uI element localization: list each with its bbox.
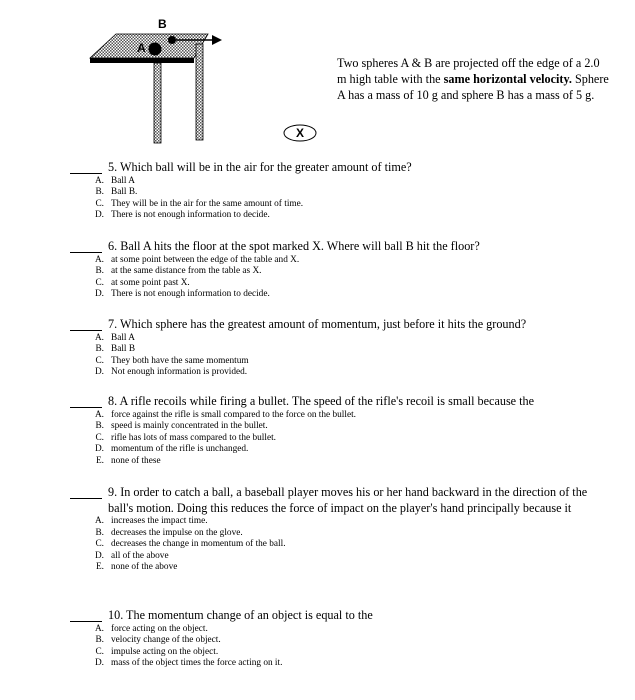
option-8e <box>70 456 615 468</box>
intro-paragraph <box>337 55 612 103</box>
question-10-stem <box>70 608 615 624</box>
option-6c <box>70 278 615 290</box>
option-text: rifle has lots of mass compared to the bullet. <box>111 432 276 443</box>
question-8-stem <box>70 394 615 410</box>
question-8-text: 8. A rifle recoils while firing a bullet. The speed of the rifle's recoil is small because the <box>108 394 535 408</box>
question-5-text: 5. Which ball will be in the air for the greater amount of time? <box>108 160 412 174</box>
option-letter: A. <box>94 332 104 343</box>
sphere-b <box>168 36 176 44</box>
option-letter: D. <box>94 289 104 300</box>
sphere-a-label: A <box>137 41 146 55</box>
option-text: decreases the change in momentum of the ball. <box>111 539 286 550</box>
option-5c <box>70 199 615 211</box>
option-letter: D. <box>94 210 104 221</box>
option-text: none of these <box>111 455 161 466</box>
option-letter: A. <box>94 409 104 420</box>
question-7 <box>70 317 615 379</box>
question-6 <box>70 239 615 301</box>
question-7-stem <box>70 317 615 333</box>
option-letter: B. <box>95 187 104 198</box>
option-letter: E. <box>95 455 104 466</box>
option-5b <box>70 187 615 199</box>
question-5-options <box>70 176 615 222</box>
option-letter: B. <box>95 635 104 646</box>
option-text: at some point past X. <box>111 277 190 288</box>
option-text: There is not enough information to decide. <box>111 210 270 221</box>
option-7c <box>70 356 615 368</box>
answer-blank-9[interactable] <box>70 498 102 499</box>
answer-blank-6[interactable] <box>70 252 102 253</box>
question-9-stem <box>70 485 615 516</box>
option-letter: B. <box>95 421 104 432</box>
option-letter: A. <box>94 175 104 186</box>
option-text: at some point between the edge of the table and X. <box>111 254 300 265</box>
intro-bold-text: same horizontal velocity. <box>443 72 572 86</box>
landing-spot-x-label: X <box>295 126 304 140</box>
option-letter: B. <box>95 527 104 538</box>
table-front-edge <box>90 58 194 63</box>
question-9-options <box>70 516 615 574</box>
intro-text-1: Two spheres A & B are projected off the edge of a 2.0 m high table with the <box>337 56 600 86</box>
option-letter: B. <box>95 344 104 355</box>
option-text: force acting on the object. <box>111 623 208 634</box>
option-text: force against the rifle is small compared to the force on the bullet. <box>111 409 356 420</box>
option-text: Ball A <box>111 332 136 343</box>
option-10a <box>70 624 615 636</box>
option-letter: C. <box>95 539 104 550</box>
question-10-options <box>70 624 615 670</box>
answer-blank-10[interactable] <box>70 621 102 622</box>
option-letter: C. <box>95 646 104 657</box>
option-8d <box>70 444 615 456</box>
option-8b <box>70 421 615 433</box>
answer-blank-5[interactable] <box>70 173 102 174</box>
sphere-b-label: B <box>158 17 167 31</box>
option-text: Not enough information is provided. <box>111 367 248 378</box>
option-text: none of the above <box>111 562 178 573</box>
option-text: They both have the same momentum <box>111 355 249 366</box>
option-6a <box>70 255 615 267</box>
option-9d <box>70 551 615 563</box>
option-letter: B. <box>95 266 104 277</box>
question-5 <box>70 160 615 222</box>
option-7b <box>70 344 615 356</box>
option-9a <box>70 516 615 528</box>
question-9-text: 9. In order to catch a ball, a baseball player moves his or her hand backward in the direction of the ball's motion. Doing this reduces the force of impact on the player's hand principally because it <box>108 485 588 515</box>
table-diagram <box>80 20 320 170</box>
option-text: at the same distance from the table as X. <box>111 266 262 277</box>
option-6b <box>70 266 615 278</box>
option-text: mass of the object times the force acting on it. <box>111 658 283 669</box>
option-letter: C. <box>95 432 104 443</box>
answer-blank-7[interactable] <box>70 330 102 331</box>
question-9 <box>70 485 615 574</box>
option-7d <box>70 367 615 379</box>
question-6-text: 6. Ball A hits the floor at the spot marked X. Where will ball B hit the floor? <box>108 239 480 253</box>
question-10 <box>70 608 615 670</box>
option-text: all of the above <box>111 550 169 561</box>
option-9b <box>70 528 615 540</box>
option-letter: A. <box>94 623 104 634</box>
question-8 <box>70 394 615 467</box>
table-leg-front-left <box>154 63 161 143</box>
option-letter: D. <box>94 658 104 669</box>
option-10c <box>70 647 615 659</box>
table-spheres-figure <box>80 17 320 170</box>
velocity-arrowhead <box>212 35 222 45</box>
question-6-options <box>70 255 615 301</box>
option-text: speed is mainly concentrated in the bullet. <box>111 421 268 432</box>
question-6-stem <box>70 239 615 255</box>
option-letter: E. <box>95 562 104 573</box>
option-9c <box>70 539 615 551</box>
question-7-options <box>70 333 615 379</box>
intro-text-2: Sphere A has a mass of 10 g and sphere B has a mass of 5 g. <box>337 72 609 102</box>
option-8c <box>70 433 615 445</box>
option-text: Ball A <box>111 175 136 186</box>
option-text: Ball B. <box>111 187 138 198</box>
option-letter: C. <box>95 355 104 366</box>
question-5-stem <box>70 160 615 176</box>
table-leg-back-right <box>196 44 203 140</box>
option-letter: D. <box>94 444 104 455</box>
answer-blank-8[interactable] <box>70 407 102 408</box>
tabletop <box>90 34 208 58</box>
option-letter: C. <box>95 277 104 288</box>
question-8-options <box>70 410 615 468</box>
question-7-text: 7. Which sphere has the greatest amount of momentum, just before it hits the ground? <box>108 317 527 331</box>
option-5a <box>70 176 615 188</box>
option-5d <box>70 210 615 222</box>
option-text: impulse acting on the object. <box>111 646 219 657</box>
option-9e <box>70 562 615 574</box>
option-letter: D. <box>94 550 104 561</box>
option-7a <box>70 333 615 345</box>
option-letter: A. <box>94 254 104 265</box>
question-10-text: 10. The momentum change of an object is equal to the <box>108 608 373 622</box>
option-letter: A. <box>94 516 104 526</box>
option-text: velocity change of the object. <box>111 635 221 646</box>
option-letter: D. <box>94 367 104 378</box>
option-8a <box>70 410 615 422</box>
sphere-a <box>149 43 162 56</box>
option-letter: C. <box>95 198 104 209</box>
option-6d <box>70 289 615 301</box>
option-text: increases the impact time. <box>111 516 208 526</box>
option-text: They will be in the air for the same amount of time. <box>111 198 304 209</box>
option-text: Ball B <box>111 344 136 355</box>
option-text: decreases the impulse on the glove. <box>111 527 243 538</box>
option-10b <box>70 635 615 647</box>
option-10d <box>70 658 615 670</box>
option-text: momentum of the rifle is unchanged. <box>111 444 249 455</box>
option-text: There is not enough information to decide. <box>111 289 270 300</box>
